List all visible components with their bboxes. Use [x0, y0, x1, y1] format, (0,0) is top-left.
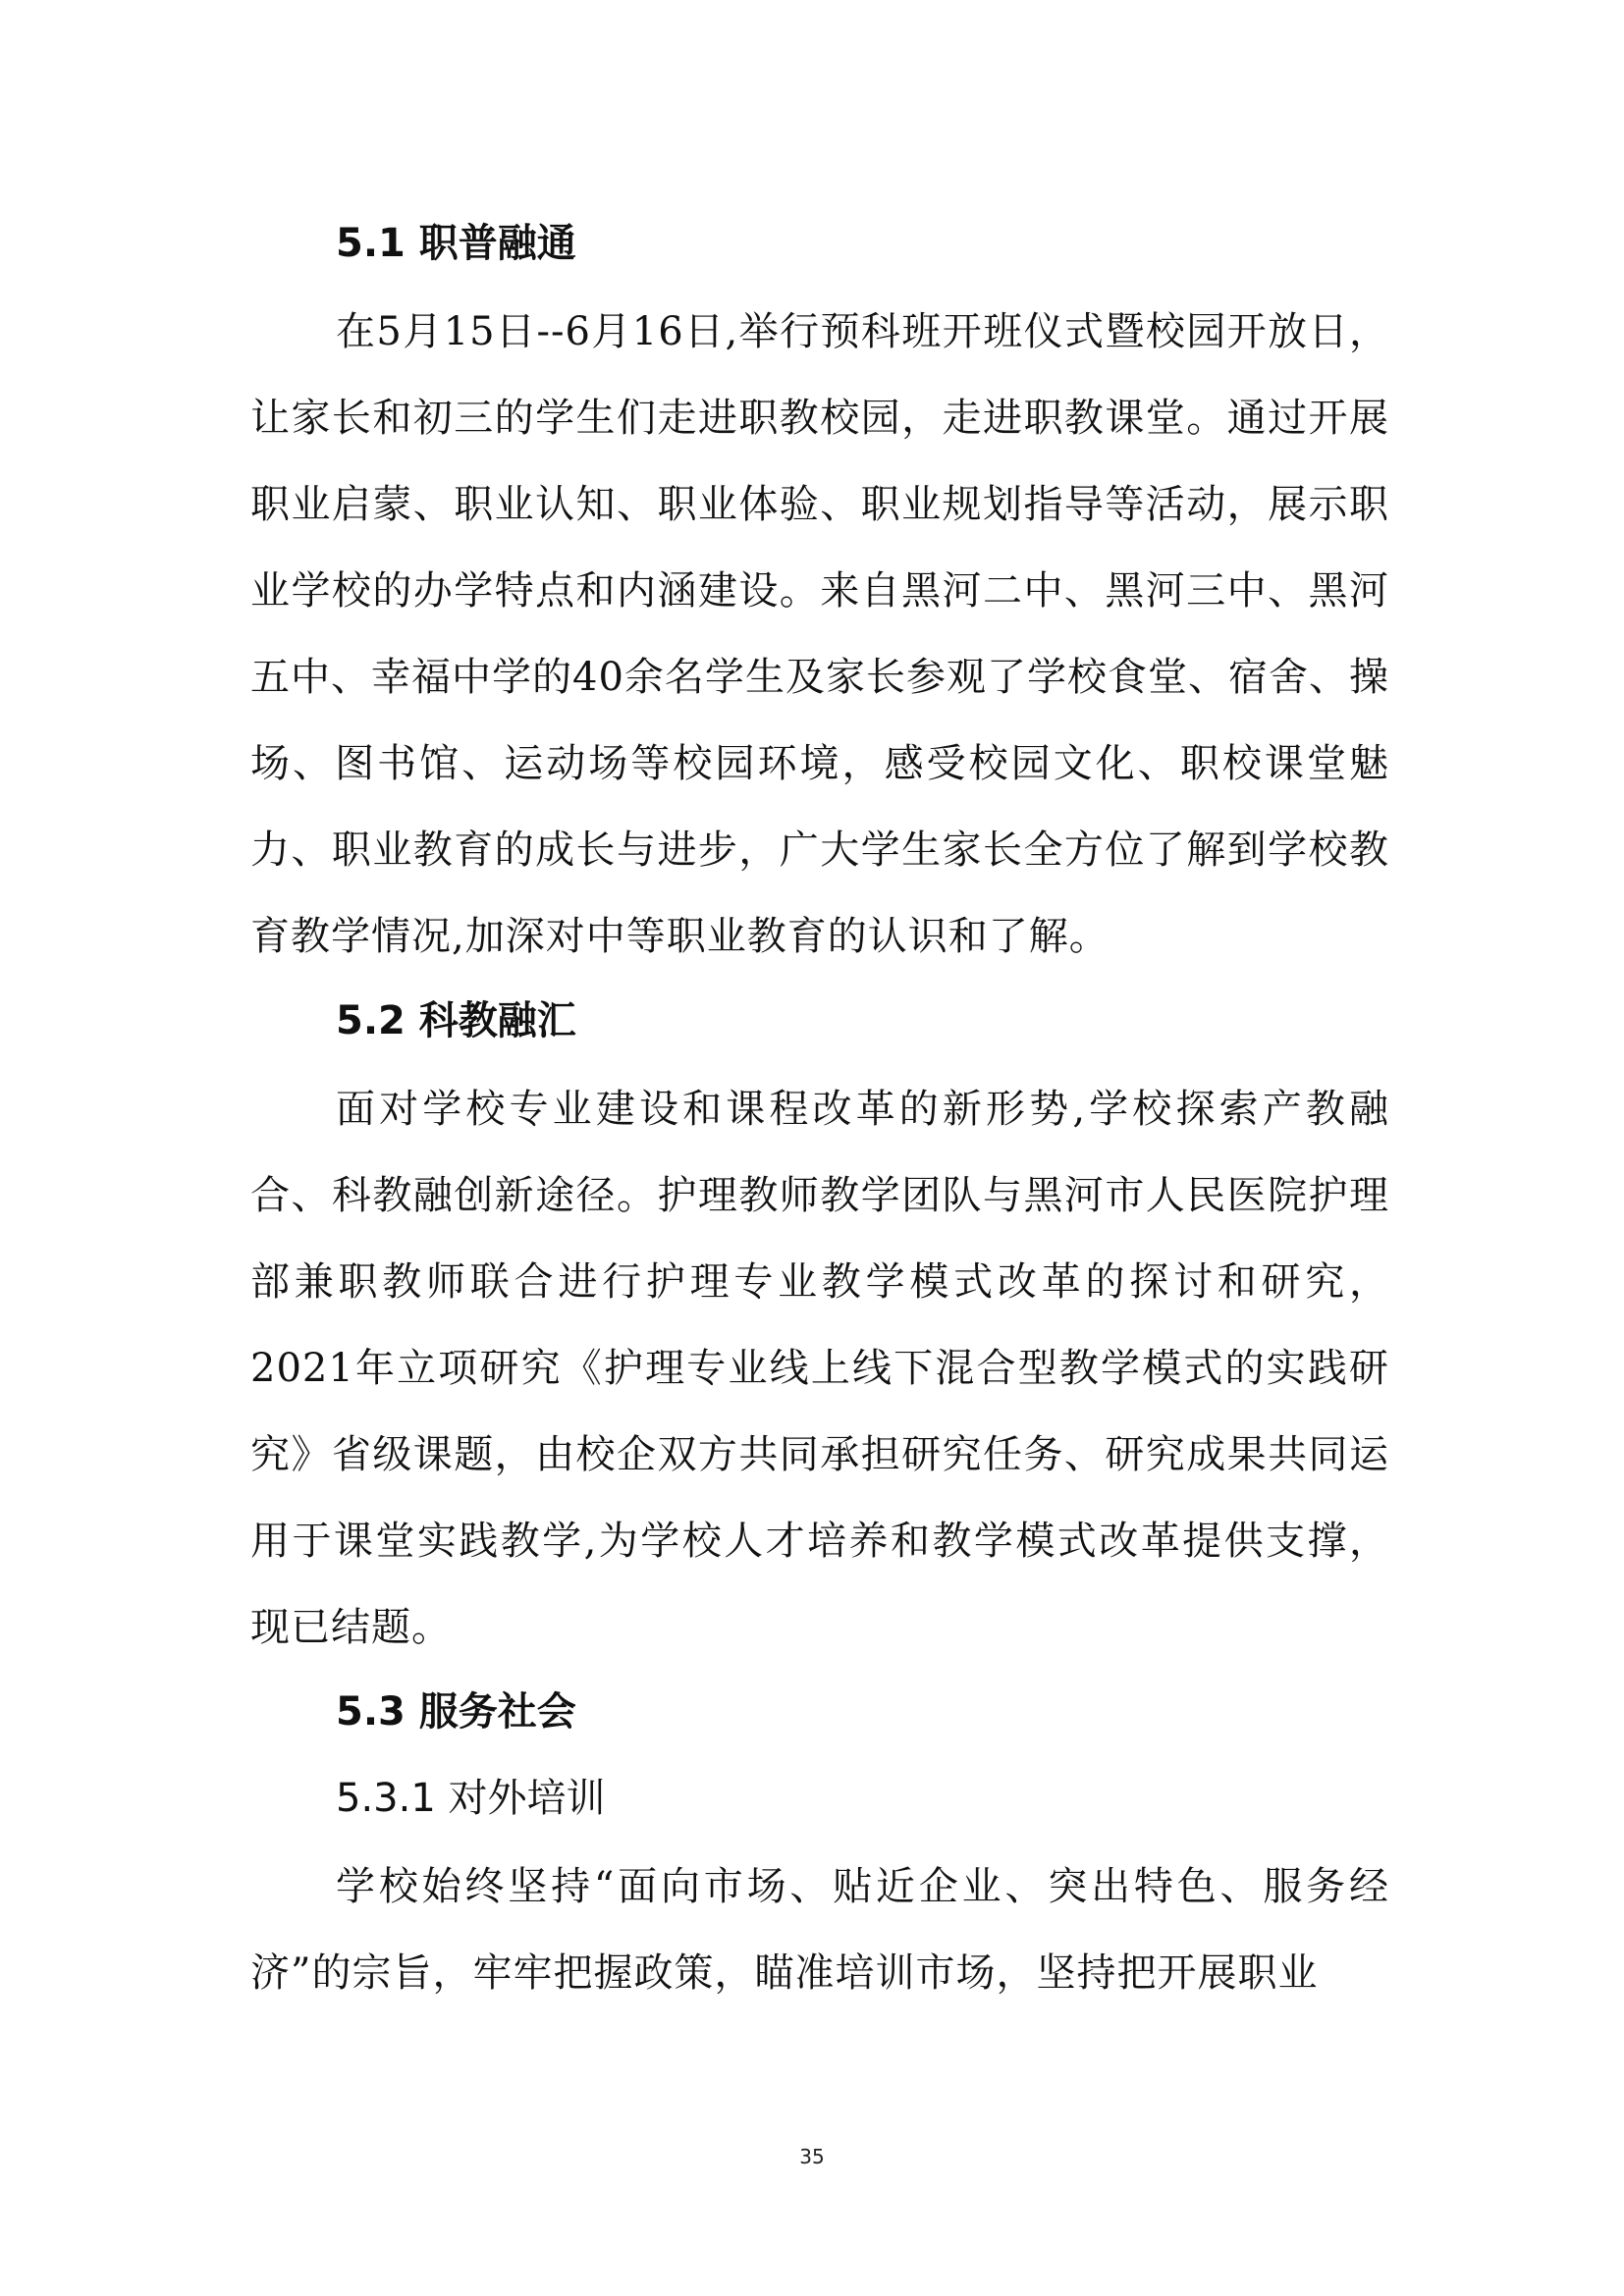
- section-paragraph-5-2: 面对学校专业建设和课程改革的新形势,学校探索产教融合、科教融创新途径。护理教师教学团队与黑河市人民医院护理部兼职教师联合进行护理专业教学模式改革的探讨和研究，2021年立项研究《护理专业线上线下混合型教学模式的实践研究》省级课题，由校企双方共同承担研究任务、研究成果共同运用于课堂实践教学,为学校人才培养和教学模式改革提供支撑，现已结题。: [250, 1087, 1389, 1650]
- section-heading-5-3: 5.3 服务社会: [336, 1689, 576, 1735]
- subsection-paragraph-5-3-1: 学校始终坚持“面向市场、贴近企业、突出特色、服务经济”的宗旨，牢牢把握政策，瞄准培训市场，坚持把开展职业: [250, 1864, 1389, 1996]
- section-heading-5-2: 5.2 科教融汇: [336, 998, 576, 1043]
- page-content: [250, 202, 1389, 2016]
- page-number: 35: [799, 2145, 825, 2168]
- section-paragraph-5-1: 在5月15日--6月16日,举行预科班开班仪式暨校园开放日，让家长和初三的学生们走进职教校园，走进职教课堂。通过开展职业启蒙、职业认知、职业体验、职业规划指导等活动，展示职业学校的办学特点和内涵建设。来自黑河二中、黑河三中、黑河五中、幸福中学的40余名学生及家长参观了学校食堂、宿舍、操场、图书馆、运动场等校园环境，感受校园文化、职校课堂魅力、职业教育的成长与进步，广大学生家长全方位了解到学校教育教学情况,加深对中等职业教育的认识和了解。: [250, 309, 1389, 959]
- section-heading-5-1: 5.1 职普融通: [336, 221, 576, 266]
- subsection-heading-5-3-1: 5.3.1 对外培训: [336, 1776, 606, 1821]
